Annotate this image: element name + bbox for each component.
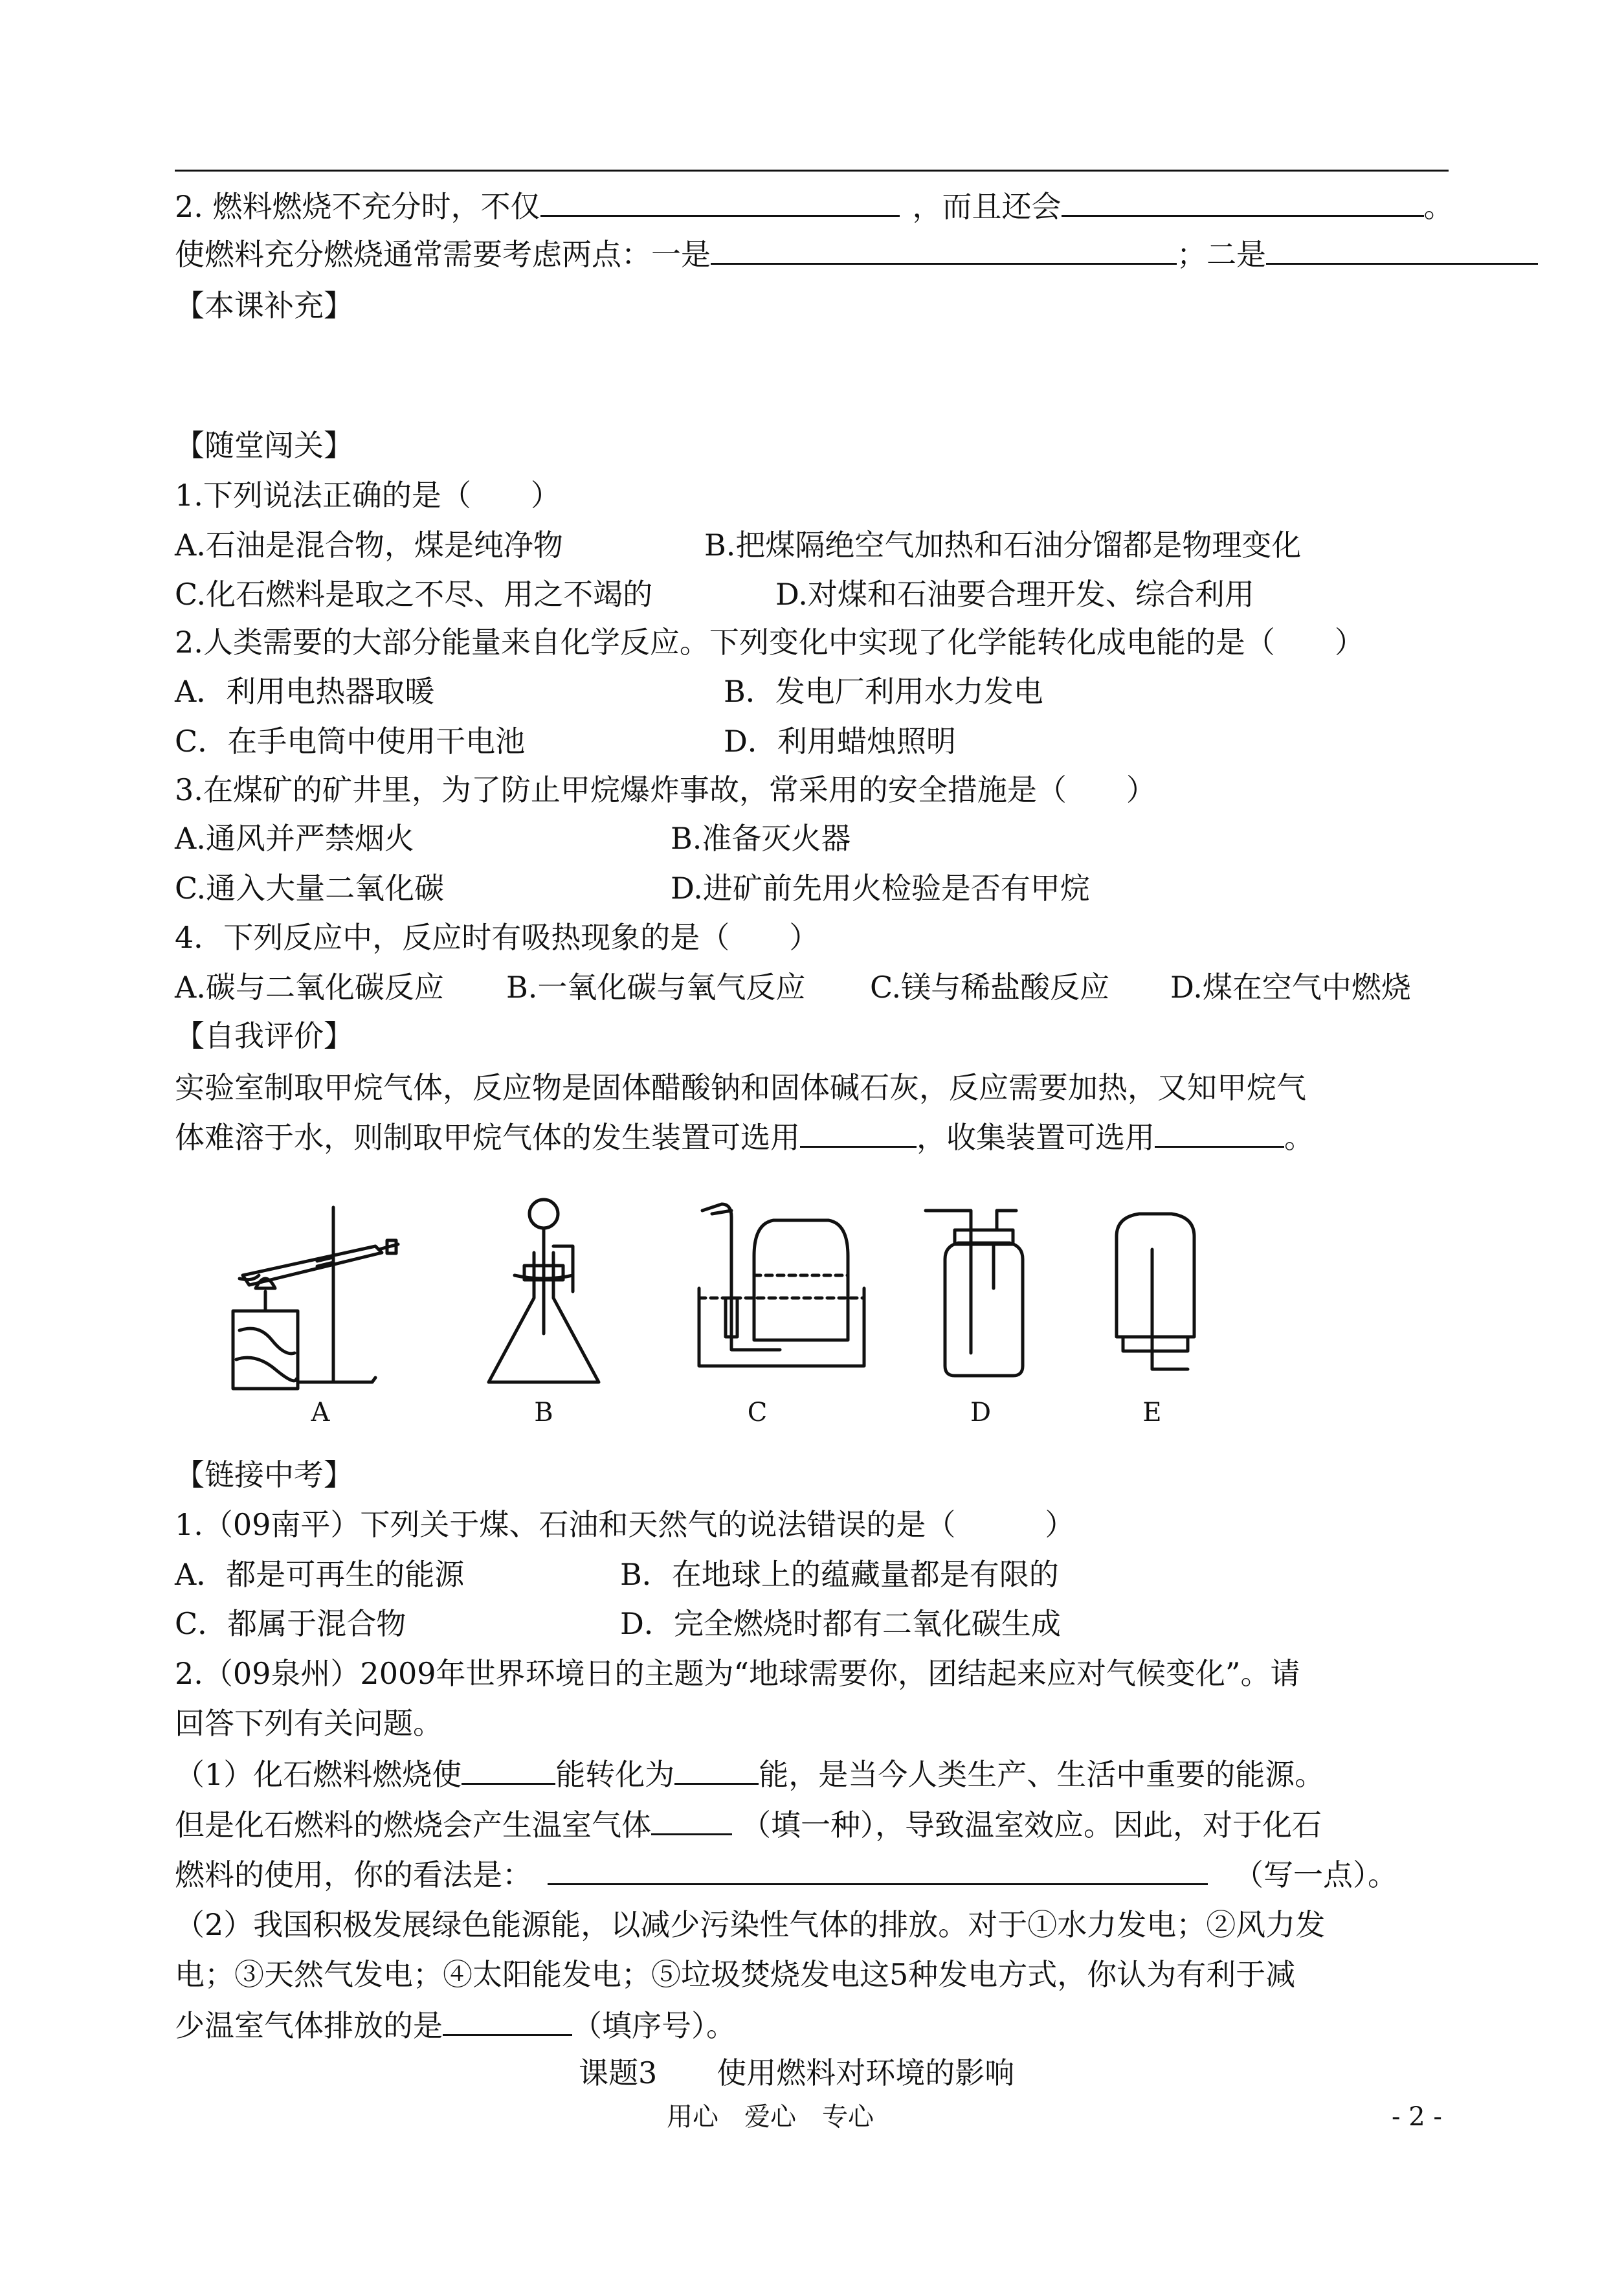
apparatus-e-icon [1117,1214,1194,1369]
blank-generator[interactable] [800,1117,917,1148]
quiz-q3-b[interactable]: B.准备灭火器 [671,821,851,856]
quiz-q1-b[interactable]: B.把煤隔绝空气加热和石油分馏都是物理变化 [704,528,1302,563]
quiz-q3-stem: 3.在煤矿的矿井里，为了防止甲烷爆炸事故，常采用的安全措施是（ ） [175,772,1156,807]
exam-q1-stem: 1.（09南平）下列关于煤、石油和天然气的说法错误的是（ ） [175,1507,1075,1542]
quiz-q2-d[interactable]: D．利用蜡烛照明 [724,724,956,759]
fill-q2-line: 2. 燃料燃烧不充分时，不仅 ，而且还会 。 [175,186,1454,226]
blank-energy-to[interactable] [674,1754,759,1785]
quiz-q1-a[interactable]: A.石油是混合物，煤是纯净物 [175,528,563,563]
quiz-q3-d[interactable]: D.进矿前先用火检验是否有甲烷 [671,871,1090,906]
blank-4[interactable] [1266,234,1538,265]
apparatus-d-icon [926,1211,1023,1376]
quiz-q3-a[interactable]: A.通风并严禁烟火 [175,821,414,856]
blank-collector[interactable] [1155,1117,1284,1148]
quiz-q4-b[interactable]: B.一氧化碳与氧气反应 [506,970,806,1005]
supplement-heading: 【本课补充】 [175,288,353,323]
blank-2[interactable] [1062,186,1424,217]
self-eval-heading: 【自我评价】 [175,1018,353,1053]
exam-q2-p6: 少温室气体排放的是 （填序号）。 [175,2006,736,2045]
quiz-q4-stem: 4．下列反应中，反应时有吸热现象的是（ ） [175,920,819,955]
apparatus-a-icon [233,1207,398,1389]
blank-3[interactable] [711,234,1177,265]
quiz-q4-a[interactable]: A.碳与二氧化碳反应 [175,970,444,1005]
exam-q2-line2: 回答下列有关问题。 [175,1706,443,1741]
self-eval-line2: 体难溶于水，则制取甲烷气体的发生装置可选用 ，收集装置可选用 。 [175,1117,1314,1157]
header-rule [175,170,1449,172]
blank-sequence[interactable] [443,2006,572,2036]
quiz-q2-c[interactable]: C．在手电筒中使用干电池 [175,724,526,759]
quiz-q2-a[interactable]: A．利用电热器取暖 [175,674,435,709]
apparatus-label-b: B [534,1398,553,1427]
next-topic-title: 课题3 使用燃料对环境的影响 [579,2055,1015,2090]
quiz-q1-stem: 1.下列说法正确的是（ ） [175,478,561,513]
quiz-q1-d[interactable]: D.对煤和石油要合理开发、综合利用 [775,577,1254,612]
footer-motto: 用心 爱心 专心 [667,2102,874,2132]
apparatus-label-d: D [970,1398,992,1427]
exam-q2-line1: 2.（09泉州）2009年世界环境日的主题为“地球需要你，团结起来应对气候变化”。请 [175,1656,1300,1691]
apparatus-label-c: C [747,1398,768,1427]
quiz-q4-c[interactable]: C.镁与稀盐酸反应 [870,970,1110,1005]
exam-q2-p5: 电；③天然气发电；④太阳能发电；⑤垃圾焚烧发电这5种发电方式，你认为有利于减 [175,1957,1296,1992]
exam-q2-p4: （2）我国积极发展绿色能源能，以减少污染性气体的排放。对于①水力发电；②风力发 [175,1907,1326,1942]
apparatus-b-icon [489,1200,599,1382]
quiz-q2-stem: 2.人类需要的大部分能量来自化学反应。下列变化中实现了化学能转化成电能的是（ ） [175,625,1364,660]
exam-q1-b[interactable]: B．在地球上的蕴藏量都是有限的 [620,1557,1059,1592]
blank-1[interactable] [540,186,900,217]
page-number: - 2 - [1392,2102,1442,2132]
exam-q1-d[interactable]: D．完全燃烧时都有二氧化碳生成 [620,1606,1061,1641]
self-eval-line1: 实验室制取甲烷气体，反应物是固体醋酸钠和固体碱石灰，反应需要加热，又知甲烷气 [175,1070,1306,1105]
apparatus-c-icon [699,1204,864,1366]
apparatus-figure [220,1185,1204,1431]
blank-energy-from[interactable] [462,1754,555,1785]
apparatus-label-a: A [311,1398,330,1427]
quiz-q4-d[interactable]: D.煤在空气中燃烧 [1170,970,1411,1005]
exam-q2-p2: 但是化石燃料的燃烧会产生温室气体 （填一种），导致温室效应。因此，对于化石 [175,1805,1322,1844]
blank-opinion[interactable] [548,1855,1208,1885]
fill-line2: 使燃料充分燃烧通常需要考虑两点：一是 ；二是 [175,234,1538,274]
exam-q2-p1: （1）化石燃料燃烧使 能转化为 能，是当今人类生产、生活中重要的能源。 [175,1754,1324,1794]
blank-greenhouse-gas[interactable] [651,1805,732,1835]
exam-heading: 【链接中考】 [175,1457,353,1492]
exam-q2-p3: 燃料的使用，你的看法是： （写一点）。 [175,1855,1397,1894]
quiz-q2-b[interactable]: B．发电厂利用水力发电 [724,674,1043,709]
quiz-q3-c[interactable]: C.通入大量二氧化碳 [175,871,445,906]
exam-q1-a[interactable]: A．都是可再生的能源 [175,1557,465,1592]
exam-q1-c[interactable]: C．都属于混合物 [175,1606,406,1641]
quiz-heading: 【随堂闯关】 [175,428,353,463]
quiz-q1-c[interactable]: C.化石燃料是取之不尽、用之不竭的 [175,577,653,612]
apparatus-label-e: E [1142,1398,1162,1427]
